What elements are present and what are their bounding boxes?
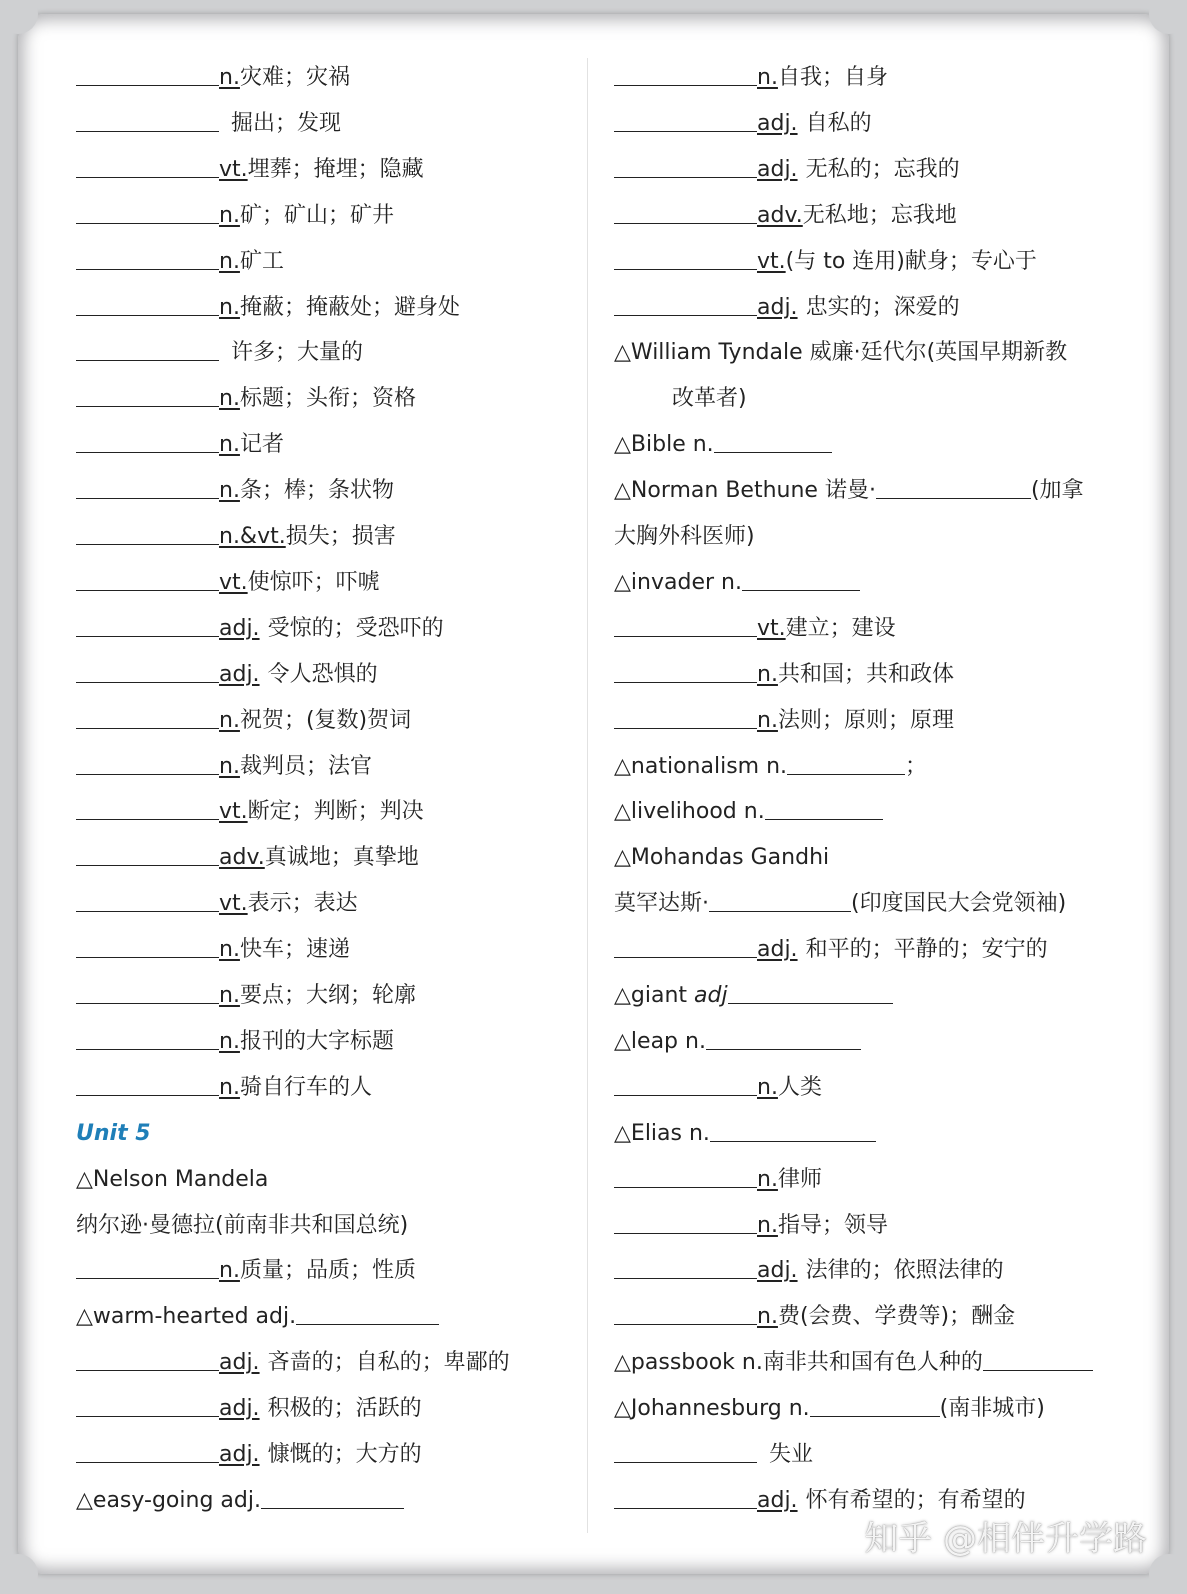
definition: 裁判员；法官	[239, 753, 372, 779]
vocab-row	[76, 198, 394, 234]
definition: 法则；原则；原理	[777, 707, 954, 733]
vocab-row	[614, 519, 755, 555]
answer-blank[interactable]	[614, 1213, 757, 1234]
vocab-row	[76, 1024, 394, 1060]
vocab-row	[614, 1345, 1093, 1381]
definition: 忠实的；深爱的	[805, 294, 960, 320]
answer-blank[interactable]	[614, 1304, 757, 1325]
part-of-speech: n.	[219, 202, 240, 228]
answer-blank[interactable]	[614, 295, 757, 316]
part-of-speech: adj.	[219, 1350, 260, 1376]
answer-blank[interactable]	[76, 616, 219, 637]
vocab-row	[614, 198, 957, 234]
vocab-row	[614, 1253, 1004, 1289]
vocab-row	[614, 840, 829, 876]
answer-blank[interactable]	[76, 570, 219, 591]
vocab-row	[76, 244, 284, 280]
part-of-speech: vt.	[757, 615, 786, 641]
answer-blank[interactable]	[76, 662, 219, 683]
vocab-row	[76, 381, 416, 417]
part-of-speech: n.	[219, 937, 240, 963]
term-text: △leap n.	[614, 1028, 706, 1054]
vocab-row	[614, 473, 1084, 509]
term-text: △Bible n.	[614, 432, 714, 458]
definition: 断定；判断；判决	[247, 799, 424, 825]
part-of-speech: vt.	[757, 248, 786, 274]
part-of-speech: n.	[757, 65, 778, 90]
definition: 无私地；忘我地	[802, 202, 957, 228]
definition: 无私的；忘我的	[805, 156, 960, 182]
vocab-row	[614, 565, 860, 601]
vocab-row	[76, 794, 424, 830]
definition: 记者	[239, 432, 284, 458]
vocab-row	[614, 932, 1048, 968]
definition: (与 to 连用)献身；专心于	[785, 248, 1037, 274]
term-text-after: (印度国民大会党领袖)	[851, 891, 1067, 917]
vocab-row	[614, 1070, 822, 1106]
vocab-row	[614, 1116, 876, 1152]
answer-blank[interactable]	[614, 662, 757, 683]
answer-blank[interactable]	[709, 891, 851, 912]
vocab-row	[76, 703, 411, 739]
vocab-row	[614, 427, 832, 463]
answer-blank[interactable]	[714, 432, 832, 453]
vocab-row	[614, 335, 1067, 371]
definition: 慷慨的；大方的	[267, 1442, 422, 1467]
definition: 人类	[777, 1074, 822, 1100]
part-of-speech: adj.	[219, 1396, 260, 1422]
term-text: 大胸外科医师)	[614, 524, 755, 549]
term-text: △William Tyndale 威廉·廷代尔(英国早期新教	[614, 340, 1068, 366]
definition: 报刊的大字标题	[239, 1028, 394, 1054]
definition: 要点；大纲；轮廓	[239, 983, 416, 1008]
answer-blank[interactable]	[614, 937, 757, 958]
term-text: △Nelson Mandela	[76, 1166, 269, 1192]
answer-blank[interactable]	[76, 1350, 219, 1371]
answer-blank[interactable]	[76, 1258, 219, 1279]
answer-blank[interactable]	[614, 111, 757, 132]
definition: 律师	[777, 1166, 822, 1192]
definition: 建立；建设	[785, 615, 896, 641]
vocab-row	[614, 1208, 888, 1244]
vocab-row	[76, 1208, 408, 1244]
part-of-speech: adj.	[757, 156, 798, 182]
vocab-row	[614, 611, 896, 647]
term-text: △giant	[614, 983, 695, 1008]
corner-notch	[1149, 0, 1187, 34]
part-of-speech: vt.	[219, 891, 248, 917]
vocab-row	[76, 473, 394, 509]
answer-blank[interactable]	[76, 937, 219, 958]
column-divider	[587, 58, 588, 1533]
vocab-row	[76, 60, 350, 96]
vocab-row	[614, 106, 872, 142]
answer-blank[interactable]	[76, 340, 219, 361]
vocab-row	[76, 1391, 422, 1427]
answer-blank[interactable]	[876, 478, 1031, 499]
term-text: 改革者)	[672, 386, 747, 412]
answer-blank[interactable]	[614, 1167, 757, 1188]
answer-blank[interactable]	[765, 799, 883, 820]
definition: 共和国；共和政体	[777, 661, 954, 687]
part-of-speech: n.	[219, 432, 240, 458]
answer-blank[interactable]	[742, 570, 860, 591]
vocab-row	[76, 1483, 404, 1519]
definition: 骑自行车的人	[239, 1074, 372, 1100]
answer-blank[interactable]	[614, 203, 757, 224]
term-text: △invader n.	[614, 569, 742, 595]
term-text: △easy-going adj.	[76, 1487, 261, 1513]
definition: 质量；品质；性质	[239, 1258, 416, 1284]
answer-blank[interactable]	[614, 65, 757, 86]
vocab-row	[614, 244, 1037, 280]
answer-blank[interactable]	[76, 65, 219, 86]
term-text: 纳尔逊·曼德拉(前南非共和国总统)	[76, 1212, 409, 1238]
answer-blank[interactable]	[76, 799, 219, 820]
vocab-row	[76, 611, 444, 647]
part-of-speech: adj.	[757, 110, 798, 136]
vocab-row	[76, 886, 358, 922]
part-of-speech: n.	[219, 294, 240, 320]
answer-blank[interactable]	[614, 249, 757, 270]
definition: 矿；矿山；矿井	[239, 202, 394, 228]
answer-blank[interactable]	[614, 157, 757, 178]
vocab-row	[76, 1437, 422, 1473]
vocab-row	[614, 749, 927, 785]
vocab-row	[76, 749, 372, 785]
answer-blank[interactable]	[296, 1304, 439, 1325]
part-of-speech: n.	[219, 478, 240, 504]
corner-notch	[0, 1554, 38, 1594]
vocab-row	[76, 1299, 439, 1335]
answer-blank[interactable]	[76, 478, 219, 499]
part-of-speech: n.	[757, 1304, 778, 1330]
answer-blank[interactable]	[76, 295, 219, 316]
vocab-row	[614, 978, 893, 1014]
vocab-row	[76, 519, 396, 555]
part-of-speech: adj.	[757, 294, 798, 320]
answer-blank[interactable]	[76, 386, 219, 407]
part-of-speech: adv.	[757, 202, 803, 228]
answer-blank[interactable]	[728, 983, 893, 1004]
part-of-speech: n.	[219, 1028, 240, 1054]
term-text-after: (南非城市)	[939, 1396, 1045, 1422]
answer-blank[interactable]	[76, 845, 219, 866]
definition: 失业	[769, 1442, 814, 1467]
definition: 掘出；发现	[231, 110, 342, 136]
vocab-row	[614, 290, 960, 326]
vocab-row	[76, 1116, 151, 1152]
vocab-row	[76, 1162, 268, 1198]
answer-blank[interactable]	[76, 203, 219, 224]
answer-blank[interactable]	[710, 1121, 876, 1142]
part-of-speech: adj.	[757, 1487, 798, 1513]
term-text: △Mohandas Gandhi	[614, 845, 830, 871]
definition: 埋葬；掩埋；隐藏	[247, 156, 424, 182]
definition: 费(会费、学费等)；酬金	[777, 1304, 1016, 1330]
term-text: △Johannesburg n.	[614, 1396, 810, 1422]
part-of-speech: n.	[219, 707, 240, 733]
answer-blank[interactable]	[76, 754, 219, 775]
part-of-speech: adj.	[219, 615, 260, 641]
part-of-speech: n.	[757, 661, 778, 687]
answer-blank[interactable]	[787, 754, 905, 775]
part-of-speech: adj.	[757, 937, 798, 963]
definition: 指导；领导	[777, 1212, 888, 1238]
vocab-row	[614, 657, 954, 693]
part-of-speech: n.	[219, 1074, 240, 1100]
answer-blank[interactable]	[76, 1029, 219, 1050]
vocab-row	[672, 381, 747, 417]
unit-heading: Unit 5	[76, 1120, 151, 1146]
answer-blank[interactable]	[614, 1442, 757, 1463]
definition: 标题；头衔；资格	[239, 386, 416, 412]
part-of-speech: n.	[219, 983, 240, 1008]
definition: 损失；损害	[285, 524, 396, 549]
answer-blank[interactable]	[76, 708, 219, 729]
part-of-speech: n.	[757, 1166, 778, 1192]
corner-notch	[1149, 1554, 1187, 1594]
answer-blank[interactable]	[76, 1442, 219, 1463]
part-of-speech: n.	[219, 1258, 240, 1284]
vocab-row	[614, 703, 954, 739]
definition: 祝贺；(复数)贺词	[239, 707, 412, 733]
part-of-speech: n.	[757, 707, 778, 733]
definition: 使惊吓；吓唬	[247, 569, 380, 595]
answer-blank[interactable]	[76, 1075, 219, 1096]
definition: 真诚地；真挚地	[264, 845, 419, 871]
answer-blank[interactable]	[76, 891, 219, 912]
answer-blank[interactable]	[983, 1350, 1093, 1371]
answer-blank[interactable]	[614, 1075, 757, 1096]
definition: 掩蔽；掩蔽处；避身处	[239, 294, 460, 320]
answer-blank[interactable]	[614, 708, 757, 729]
answer-blank[interactable]	[76, 249, 219, 270]
answer-blank[interactable]	[76, 1396, 219, 1417]
definition: 令人恐惧的	[267, 661, 378, 687]
vocab-row	[76, 1345, 510, 1381]
part-of-speech: adj.	[757, 1258, 798, 1284]
vocab-row	[76, 932, 350, 968]
definition: 矿工	[239, 248, 284, 274]
term-text-after: (加拿	[1030, 478, 1084, 504]
term-text: △Elias n.	[614, 1120, 710, 1146]
part-of-speech: adj.	[219, 1442, 260, 1467]
vocab-row	[614, 1437, 813, 1473]
vocab-row	[76, 1253, 416, 1289]
answer-blank[interactable]	[810, 1396, 940, 1417]
part-of-speech: n.	[219, 65, 240, 90]
answer-blank[interactable]	[706, 1029, 861, 1050]
part-of-speech: n.	[219, 386, 240, 412]
definition: 快车；速递	[239, 937, 350, 963]
vocab-row	[76, 290, 460, 326]
definition: 吝啬的；自私的；卑鄙的	[267, 1350, 510, 1376]
answer-blank[interactable]	[76, 524, 219, 545]
vocab-row	[614, 1391, 1045, 1427]
term-text: △Norman Bethune 诺曼·	[614, 478, 876, 504]
definition: 自我；自身	[777, 65, 888, 90]
answer-blank[interactable]	[76, 432, 219, 453]
vocab-row	[614, 1162, 822, 1198]
definition: 受惊的；受恐吓的	[267, 615, 444, 641]
part-of-speech: adv.	[219, 845, 265, 871]
vocab-row	[76, 840, 419, 876]
definition: 怀有希望的；有希望的	[805, 1487, 1026, 1513]
vocab-row	[76, 1070, 372, 1106]
part-of-speech: n.	[219, 753, 240, 779]
definition: 法律的；依照法律的	[805, 1258, 1004, 1284]
vocab-row	[76, 565, 380, 601]
definition: 积极的；活跃的	[267, 1396, 422, 1422]
part-of-speech: vt.	[219, 569, 248, 595]
answer-blank[interactable]	[261, 1488, 404, 1509]
vocab-row	[614, 1024, 861, 1060]
part-of-speech: n.	[219, 248, 240, 274]
vocab-row	[614, 60, 888, 96]
vocab-row	[614, 152, 960, 188]
term-text: △livelihood n.	[614, 799, 765, 825]
vocab-row	[76, 427, 284, 463]
watermark: 知乎 @相伴升学路	[864, 1519, 1147, 1559]
vocab-row	[614, 794, 883, 830]
term-text: △nationalism n.	[614, 753, 788, 779]
corner-notch	[0, 0, 38, 34]
vocab-row	[76, 152, 424, 188]
definition: 许多；大量的	[231, 340, 364, 366]
answer-blank[interactable]	[614, 1488, 757, 1509]
part-of-speech: vt.	[219, 156, 248, 182]
answer-blank[interactable]	[76, 111, 219, 132]
definition: 自私的	[805, 110, 872, 136]
vocab-row	[614, 886, 1066, 922]
part-of-speech: n.&vt.	[219, 524, 286, 549]
term-text: △passbook n.南非共和国有色人种的	[614, 1350, 983, 1376]
definition: 和平的；平静的；安宁的	[805, 937, 1048, 963]
part-of-speech: n.	[757, 1074, 778, 1100]
vocab-row	[76, 657, 378, 693]
term-text-after: ；	[905, 753, 928, 779]
term-text: △warm-hearted adj.	[76, 1304, 297, 1330]
answer-blank[interactable]	[614, 1258, 757, 1279]
definition: 条；棒；条状物	[239, 478, 394, 504]
part-of-speech: adj.	[219, 661, 260, 687]
answer-blank[interactable]	[76, 983, 219, 1004]
term-pos-italic: adj	[694, 983, 728, 1008]
term-text: 莫罕达斯·	[614, 891, 709, 917]
answer-blank[interactable]	[76, 157, 219, 178]
vocab-row	[76, 106, 341, 142]
part-of-speech: n.	[757, 1212, 778, 1238]
part-of-speech: vt.	[219, 799, 248, 825]
definition: 表示；表达	[247, 891, 358, 917]
vocab-row	[76, 978, 416, 1014]
vocab-row	[76, 335, 363, 371]
vocab-row	[614, 1299, 1015, 1335]
definition: 灾难；灾祸	[239, 65, 350, 90]
answer-blank[interactable]	[614, 616, 757, 637]
